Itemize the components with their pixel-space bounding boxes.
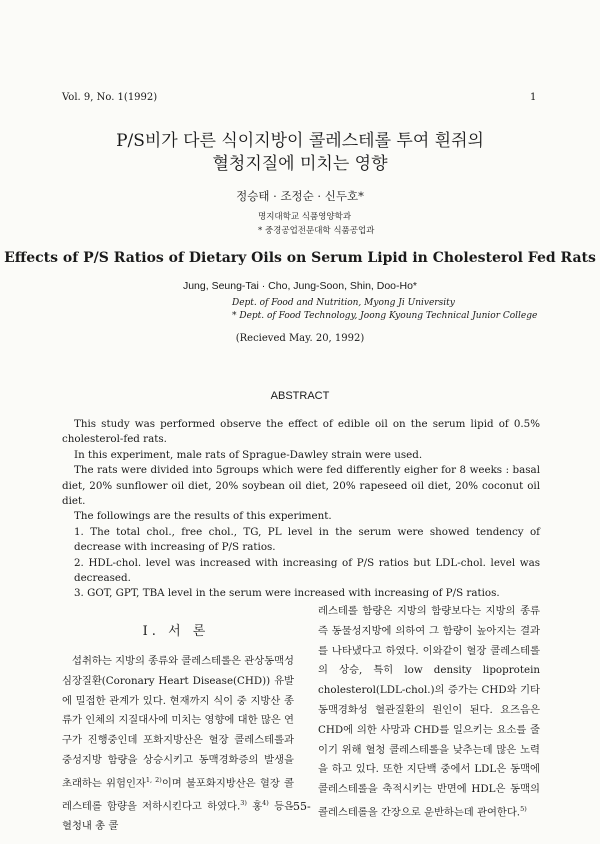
intro-right-text: 레스테롤 함량은 지방의 함량보다는 지방의 종류 즉 동물성지방에 의하여 그 함량이 높아지는 결과를 나타냈다고 하였다. 이와같이 혈장 콜레스테롤의 상승, 특히 low density lipoprotein cholesterol(LDL-chol.)의 증가는 CHD와 기타 동맥경화성 혈관질환의 원인이 된다. 요즈음은 CHD에 의한 사망과 CHD를 일으키는 요소를 줄이기 위해 혈청 콜레스테롤을 낮추는데 많은 노력을 하고 있다. 또한 지단백 중에서 LDL은 동맥에 콜레스테롤을 축적시키는 반면에 HDL은 동맥의 콜레스테롤을 간장으로 운반하는데 관여한다.	[318, 605, 540, 819]
journal-volume: Vol. 9, No. 1(1992)	[62, 92, 158, 103]
abstract-paragraph: The followings are the results of this experiment.	[74, 510, 332, 523]
abstract-heading: ABSTRACT	[270, 390, 330, 402]
english-department-2: * Dept. of Food Technology, Joong Kyoung Technical Junior College	[232, 311, 538, 321]
english-authors: Jung, Seung-Tai · Cho, Jung-Soon, Shin, Doo-Ho*	[182, 280, 418, 292]
korean-affiliation-1: 명지대학교 식품영양학과	[258, 212, 352, 222]
section-heading-introduction: I. 서 론	[142, 624, 210, 639]
citation: 1, 2)	[145, 775, 162, 784]
intro-left-text: 이며 불포화지방산은 혈장 콜레스테롤 함량을 저하시킨다고 하였다.	[62, 777, 294, 813]
citation: 5)	[520, 804, 527, 813]
intro-left-text: 등은 혈청내 총 콜	[62, 800, 294, 833]
korean-affiliation-2: * 중경공업전문대학 식품공업과	[258, 226, 375, 236]
intro-left-text: 섭취하는 지방의 종류와 콜레스테롤은 관상동맥성 심장질환(Coronary Heart Disease(CHD)) 유발에 밀접한 관계가 있다. 현재까지 식이 중 지방산 종류가 인체의 지질대사에 미치는 영향에 대한 많은 연구가 진행중인데 포화지방산은 혈장 콜레스테롤과 중성지방 함량을 상승시키고 동맥경화증의 발생을 초래하는 위험인자	[62, 655, 294, 790]
korean-title-line2: 혈청지질에 미치는 영향	[212, 154, 388, 174]
english-department-1: Dept. of Food and Nutrition, Myong Ji University	[232, 298, 455, 308]
abstract-result: 3. GOT, GPT, TBA level in the serum were increased with increasing of P/S ratios.	[74, 587, 500, 600]
received-date: (Recieved May. 20, 1992)	[235, 333, 365, 344]
abstract-paragraph: The rats were divided into 5groups which were fed differently eigher for 8 weeks : basal diet, 20% sunflower oil diet, 20% soybean oil diet, 20% rapeseed oil diet, 20% coconut oil diet.	[62, 464, 540, 508]
abstract-body	[62, 417, 540, 602]
english-title: Effects of P/S Ratios of Dietary Oils on Serum Lipid in Cholesterol Fed Rats	[4, 250, 596, 266]
korean-title-line1: P/S비가 다른 식이지방이 콜레스테롤 투여 흰쥐의	[116, 131, 484, 151]
intro-right-column	[318, 602, 540, 823]
header-page-number: 1	[530, 92, 537, 103]
intro-left-text: 홍	[246, 800, 263, 813]
page-number: -55-	[289, 800, 311, 813]
korean-authors: 정승태 · 조정순 · 신두호*	[236, 189, 364, 203]
abstract-paragraph: This study was performed observe the effect of edible oil on the serum lipid of 0.5% cholesterol-fed rats.	[62, 418, 540, 446]
abstract-paragraph: In this experiment, male rats of Sprague-Dawley strain were used.	[74, 448, 423, 461]
abstract-result: 2. HDL-chol. level was increased with increasing of P/S ratios but LDL-chol. level was decreased.	[74, 556, 540, 585]
citation: 4)	[262, 799, 269, 807]
abstract-result: 1. The total chol., free chol., TG, PL level in the serum were showed tendency of decrease with increasing of P/S ratios.	[74, 525, 540, 554]
citation: 3)	[240, 799, 247, 807]
